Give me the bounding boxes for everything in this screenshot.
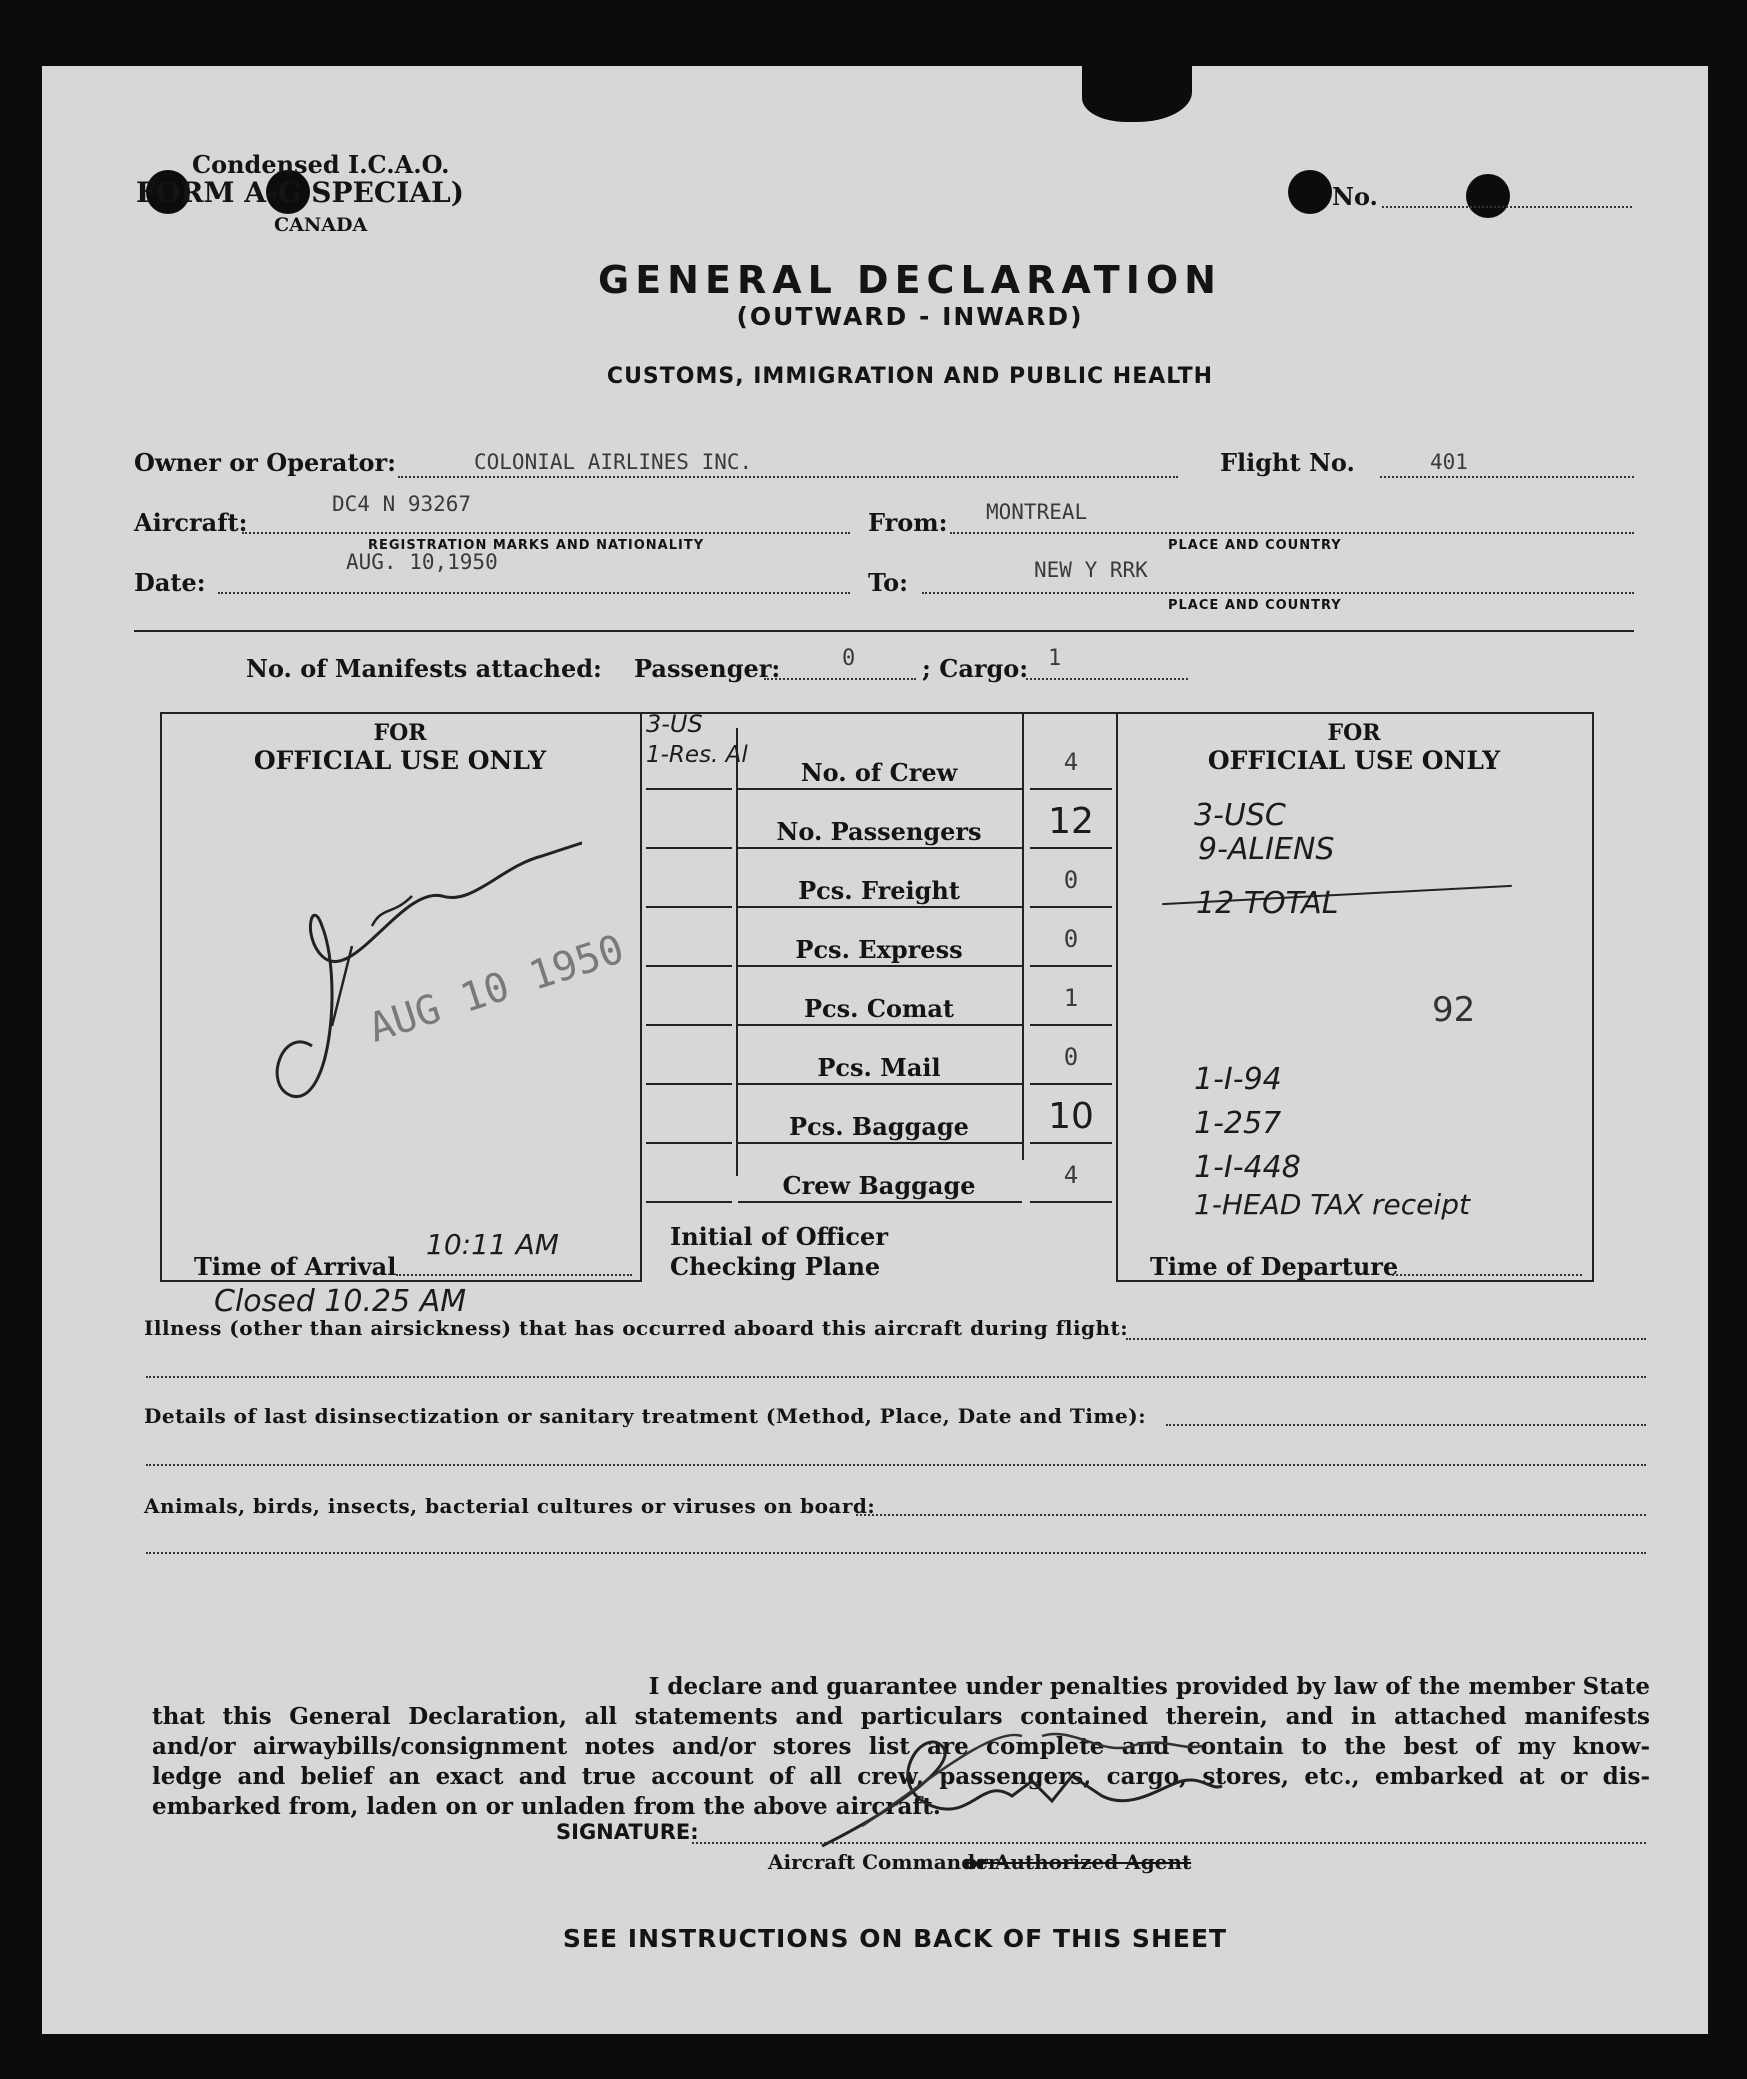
row-value-rule (1030, 906, 1112, 908)
manifest-passenger-line (764, 678, 916, 680)
signature-label: SIGNATURE: (556, 1820, 699, 1844)
declaration-line: ledge and belief an exact and true account of all crew, passengers, cargo, stores, etc., embarked at or dis- (152, 1763, 1650, 1790)
disinsect-line-1 (1166, 1424, 1646, 1426)
official-left-label: OFFICIAL USE ONLY (253, 746, 547, 775)
right-list-item-2: 1-257 (1194, 1106, 1282, 1141)
row-label-rule (738, 1024, 1022, 1026)
from-caption: PLACE AND COUNTRY (1168, 538, 1342, 553)
declaration-line: I declare and guarantee under penalties provided by law of the member State (648, 1673, 1650, 1700)
page-subtitle-agencies: CUSTOMS, IMMIGRATION AND PUBLIC HEALTH (606, 364, 1214, 389)
aircraft-value: DC4 N 93267 (332, 492, 472, 516)
torn-corner (1082, 62, 1192, 122)
declaration-line: embarked from, laden on or unladen from the above aircraft. (152, 1793, 941, 1820)
row-note-rule (646, 965, 732, 967)
declaration-line: that this General Declaration, all statements and particulars contained therein, and in attached manifests (152, 1703, 1650, 1730)
manifest-passenger-label: Passenger: (634, 654, 781, 683)
row-value: 0 (1063, 925, 1079, 953)
manifest-cargo-line (1026, 678, 1188, 680)
punch-hole-3 (1288, 170, 1332, 214)
form-sheet (42, 66, 1708, 2034)
row-label: Pcs. Comat (803, 994, 955, 1023)
owner-line (398, 476, 1178, 478)
right-list-item-4: 1-HEAD TAX receipt (1194, 1188, 1470, 1221)
row-label: No. Passengers (776, 817, 982, 846)
signature-line (692, 1842, 1646, 1844)
row-label-rule (738, 1201, 1022, 1203)
official-right-for: FOR (1327, 720, 1381, 746)
table-divider-values (1022, 712, 1024, 1160)
aircraft-caption: REGISTRATION MARKS AND NATIONALITY (368, 538, 705, 553)
official-right-label: OFFICIAL USE ONLY (1207, 746, 1501, 775)
row-note-rule (646, 1024, 732, 1026)
date-value: AUG. 10,1950 (346, 550, 498, 574)
row-label: Pcs. Express (795, 935, 963, 964)
punch-hole-4 (1466, 174, 1510, 218)
row-label-rule (738, 788, 1022, 790)
time-of-arrival-value: 10:11 AM (426, 1228, 559, 1261)
to-line (922, 592, 1634, 594)
declaration-line: and/or airwaybills/consignment notes and/or stores list are complete and contain to the best of my know- (152, 1733, 1650, 1760)
row-value-rule (1030, 1142, 1112, 1144)
aircraft-label: Aircraft: (134, 508, 248, 537)
row-note-rule (646, 906, 732, 908)
to-caption: PLACE AND COUNTRY (1168, 598, 1342, 613)
page-title: GENERAL DECLARATION (598, 258, 1222, 302)
right-list-item-3: 1-I-448 (1194, 1150, 1301, 1185)
signature-caption-agent: or Authorized Agent (964, 1850, 1192, 1874)
row-value: 12 (1048, 801, 1094, 842)
time-of-arrival-line (396, 1274, 632, 1276)
to-label: To: (868, 568, 908, 597)
row-value: 4 (1063, 748, 1079, 776)
right-note-aliens: 9-ALIENS (1198, 832, 1335, 867)
form-country-label: CANADA (274, 214, 368, 236)
row-value-rule (1030, 1024, 1112, 1026)
right-note-total: 12 TOTAL (1196, 886, 1339, 921)
illness-label: Illness (other than airsickness) that has occurred aboard this aircraft during flight: (144, 1316, 1129, 1340)
signature-caption-commander: Aircraft Commander (768, 1850, 999, 1874)
right-list-item-1: 1-I-94 (1194, 1062, 1282, 1097)
row-value: 0 (1063, 1043, 1079, 1071)
row-label-rule (738, 965, 1022, 967)
flight-no-line (1380, 476, 1634, 478)
animals-label: Animals, birds, insects, bacterial cultures or viruses on board: (144, 1494, 876, 1518)
received-date-stamp: AUG 10 1950 (363, 926, 630, 1052)
from-label: From: (868, 508, 948, 537)
row-label: Pcs. Mail (817, 1053, 941, 1082)
owner-value: COLONIAL AIRLINES INC. (474, 450, 753, 474)
row-value-rule (1030, 847, 1112, 849)
time-of-arrival-label: Time of Arrival (194, 1252, 397, 1281)
time-of-departure-line (1392, 1274, 1582, 1276)
date-label: Date: (134, 568, 206, 597)
row-label: No. of Crew (800, 758, 958, 787)
row-value: 1 (1063, 984, 1079, 1012)
row-label: Pcs. Freight (798, 876, 960, 905)
row-value-rule (1030, 1201, 1112, 1203)
row-value-rule (1030, 965, 1112, 967)
row-value: 0 (1063, 866, 1079, 894)
closed-note: Closed 10.25 AM (214, 1284, 467, 1319)
row-note-rule (646, 788, 732, 790)
animals-line-1 (856, 1514, 1646, 1516)
disinsect-label: Details of last disinsectization or sanitary treatment (Method, Place, Date and Time): (144, 1404, 1147, 1428)
manifest-passenger-value: 0 (842, 646, 856, 671)
from-value: MONTREAL (986, 500, 1088, 524)
row-label-rule (738, 847, 1022, 849)
row-value: 4 (1063, 1161, 1079, 1189)
row-label-rule (738, 906, 1022, 908)
animals-line-2 (146, 1552, 1646, 1554)
from-line (950, 532, 1634, 534)
row-label: Crew Baggage (782, 1171, 976, 1200)
page-subtitle-direction: (OUTWARD - INWARD) (736, 302, 1084, 331)
crew-note-2: 1-Res. Al (646, 742, 748, 768)
row-label-rule (738, 1142, 1022, 1144)
official-left-for: FOR (373, 720, 427, 746)
crew-note-1: 3-US (646, 710, 703, 738)
row-note-rule (646, 1142, 732, 1144)
row-note-rule (646, 1201, 732, 1203)
flight-no-value: 401 (1430, 450, 1468, 474)
manifest-cargo-label: ; Cargo: (922, 654, 1029, 683)
header-divider (134, 630, 1634, 632)
row-value-rule (1030, 1083, 1112, 1085)
date-line (218, 592, 850, 594)
manifests-label: No. of Manifests attached: (246, 654, 602, 683)
table-divider-left (640, 712, 642, 1282)
illness-line-2 (146, 1376, 1646, 1378)
manifest-cargo-value: 1 (1048, 646, 1062, 671)
footer-instructions: SEE INSTRUCTIONS ON BACK OF THIS SHEET (562, 1924, 1228, 1953)
row-note-rule (646, 847, 732, 849)
aircraft-line (242, 532, 850, 534)
initial-officer-label: Initial of Officer (670, 1222, 888, 1251)
disinsect-line-2 (146, 1464, 1646, 1466)
right-number: 92 (1432, 990, 1476, 1030)
time-of-departure-label: Time of Departure (1150, 1252, 1399, 1281)
checking-plane-label: Checking Plane (670, 1252, 881, 1281)
right-note-citizens: 3-USC (1194, 798, 1286, 833)
row-label: Pcs. Baggage (789, 1112, 969, 1141)
row-value: 10 (1048, 1096, 1094, 1137)
table-divider-right (1116, 712, 1118, 1282)
doc-no-label: No. (1332, 182, 1378, 211)
row-note-rule (646, 1083, 732, 1085)
to-value: NEW Y RRK (1034, 558, 1148, 582)
flight-no-label: Flight No. (1220, 448, 1355, 477)
row-value-rule (1030, 788, 1112, 790)
row-label-rule (738, 1083, 1022, 1085)
form-number-label: FORM A-G SPECIAL) (136, 176, 464, 209)
illness-line-1 (1126, 1338, 1646, 1340)
owner-label: Owner or Operator: (134, 448, 397, 477)
doc-no-line (1382, 206, 1632, 208)
form-condensed-label: Condensed I.C.A.O. (192, 150, 450, 179)
